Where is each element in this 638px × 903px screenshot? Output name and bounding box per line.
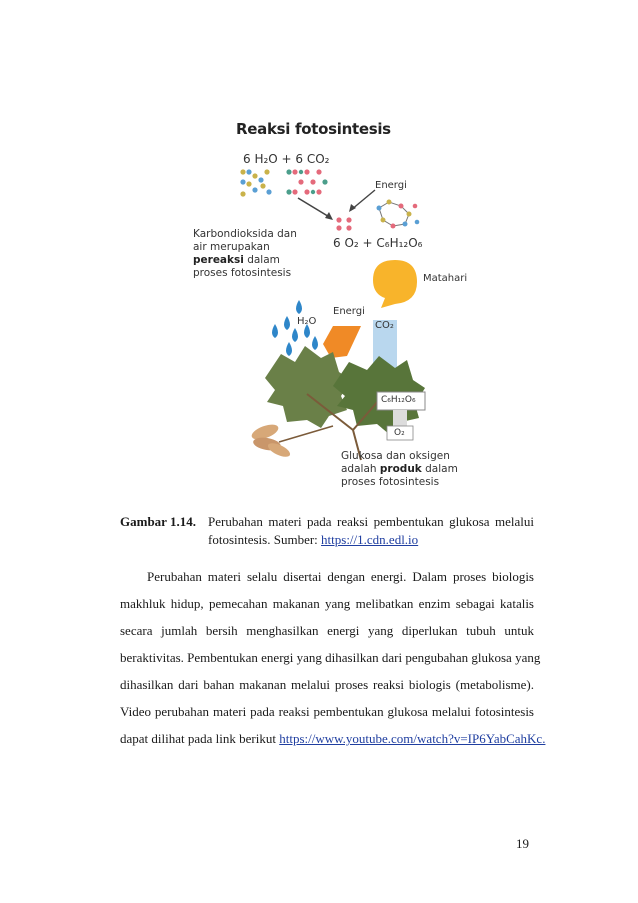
product-note-line: Glukosa dan oksigen	[341, 450, 450, 462]
product-note-line: proses fotosintesis	[341, 476, 440, 488]
caption-source-link[interactable]: https://1.cdn.edl.io	[321, 532, 419, 547]
paragraph-last-line	[120, 730, 546, 748]
figure-title: Reaksi fotosintesis	[236, 120, 391, 138]
caption-source-prefix: fotosintesis. Sumber:	[208, 532, 322, 547]
photosynthesis-illustration	[183, 110, 483, 500]
caption-label: Gambar 1.14.	[120, 514, 196, 529]
product-note-line	[341, 463, 458, 476]
reactant-note-line: Karbondioksida dan	[193, 228, 297, 240]
reactant-note	[193, 228, 297, 280]
paragraph-line: Perubahan materi selalu disertai dengan energi. Dalam proses biologis	[147, 569, 534, 584]
product-note	[341, 450, 458, 489]
product-molecules	[336, 200, 419, 231]
paragraph-line: secara jumlah bersih menghasilkan energi yang diperlukan tubuh untuk	[120, 623, 534, 638]
reactant-note-text: dalam	[243, 254, 280, 266]
label-co2: CO₂	[375, 320, 394, 331]
reactant-molecules	[240, 169, 327, 196]
reactant-note-line: proses fotosintesis	[193, 267, 292, 279]
caption-text-line1: Perubahan materi pada reaksi pembentukan glukosa melalui	[208, 514, 534, 529]
equation-reactants: 6 H₂O + 6 CO₂	[243, 152, 330, 166]
energy-arrow	[323, 326, 361, 358]
reaction-arrow	[298, 198, 331, 218]
water-drops-icon	[272, 300, 318, 356]
caption-text-line2	[208, 531, 418, 549]
paragraph-line: beraktivitas. Pembentukan energi yang dihasilkan dari pengubahan glukosa yang	[120, 650, 541, 665]
paragraph-line: Video perubahan materi pada reaksi pembentukan glukosa melalui fotosintesis	[120, 704, 534, 719]
product-note-text: adalah	[341, 463, 380, 475]
paragraph-link-prefix: dapat dilihat pada link berikut	[120, 731, 280, 746]
product-keyword: produk	[379, 463, 422, 475]
page-number: 19	[516, 836, 529, 851]
label-h2o: H₂O	[297, 316, 317, 327]
paragraph-line: dihasilkan dari bahan makanan melalui proses reaksi biologis (metabolisme).	[120, 677, 534, 692]
video-link[interactable]: https://www.youtube.com/watch?v=IP6YabCahKc.	[279, 731, 546, 746]
label-matahari: Matahari	[423, 273, 468, 284]
label-o2: O₂	[394, 428, 405, 438]
reactant-note-line: air merupakan	[193, 241, 270, 253]
label-energi-mid: Energi	[333, 306, 365, 317]
equation-products: 6 O₂ + C₆H₁₂O₆	[333, 236, 423, 250]
sun-icon	[373, 260, 417, 308]
paragraph-line: makhluk hidup, pemecahan makanan yang melibatkan enzim sebagai katalis	[120, 596, 534, 611]
reactant-note-line	[193, 254, 297, 267]
photosynthesis-figure	[183, 110, 483, 500]
product-note-text: dalam	[421, 463, 458, 475]
label-glucose: C₆H₁₂O₆	[381, 395, 416, 405]
reactant-keyword: pereaksi	[193, 254, 244, 266]
label-energi-top: Energi	[375, 180, 407, 191]
